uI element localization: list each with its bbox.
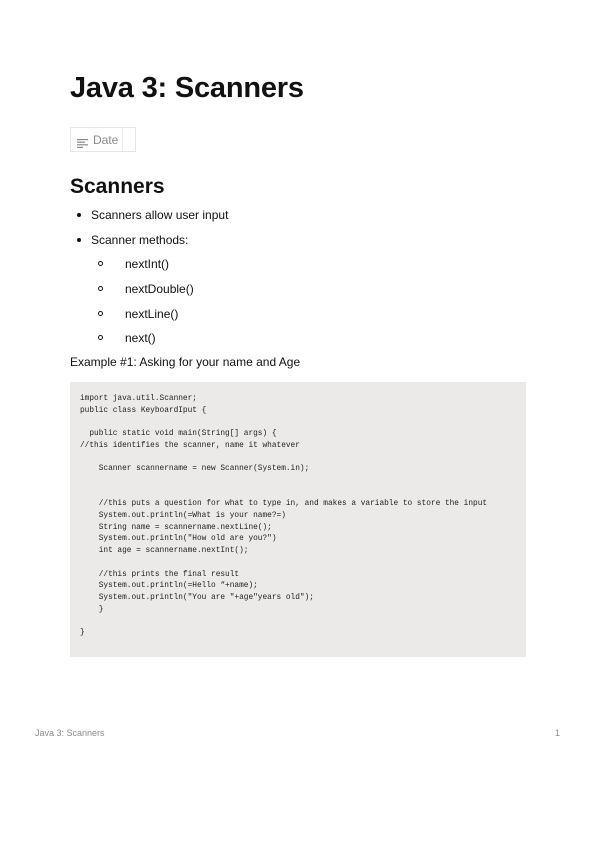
sub-list-item-text: nextInt() xyxy=(125,257,170,271)
property-divider xyxy=(122,128,123,151)
sub-list-item-text: nextDouble() xyxy=(125,281,194,296)
list-item xyxy=(70,230,228,346)
sub-list-item xyxy=(91,329,194,354)
sub-list-item xyxy=(91,255,194,280)
footer-title: Java 3: Scanners xyxy=(35,728,105,738)
list-item-text: Scanner methods: xyxy=(91,233,189,247)
footer-page-number: 1 xyxy=(554,728,560,738)
methods-sublist xyxy=(91,255,194,354)
example-label: Example #1: Asking for your name and Age xyxy=(70,355,301,369)
date-property-label: Date xyxy=(93,132,119,147)
section-heading: Scanners xyxy=(70,175,165,198)
text-lines-icon xyxy=(77,135,88,144)
list-item xyxy=(70,205,228,230)
list-item-text: Scanners allow user input xyxy=(91,208,229,222)
sub-list-item-text: nextLine() xyxy=(125,306,179,321)
page-title: Java 3: Scanners xyxy=(70,72,304,104)
sub-list-item xyxy=(91,280,194,305)
code-block[interactable] xyxy=(70,382,526,657)
bullet-list xyxy=(70,205,229,346)
code-text: import java.util.Scanner; public class KeyboardIput { public static void main(String[] args) { //this identifies the scanner, name it whatever Scanner scannername = new Scanner(System.in); //this puts a question for what to type in, and makes a variable to store the input System.out.println(=What is your name?=) String name = scannername.nextLine(); System.out.println("How old are you?") int age = scannername.nextInt(); //this prints the final result System.out.println(=Hello “+name); System.out.println("You are "+age"years old"); } } xyxy=(80,395,488,638)
sub-list-item xyxy=(91,305,194,330)
sub-list-item-text: next() xyxy=(125,331,156,346)
date-property[interactable] xyxy=(70,127,136,152)
